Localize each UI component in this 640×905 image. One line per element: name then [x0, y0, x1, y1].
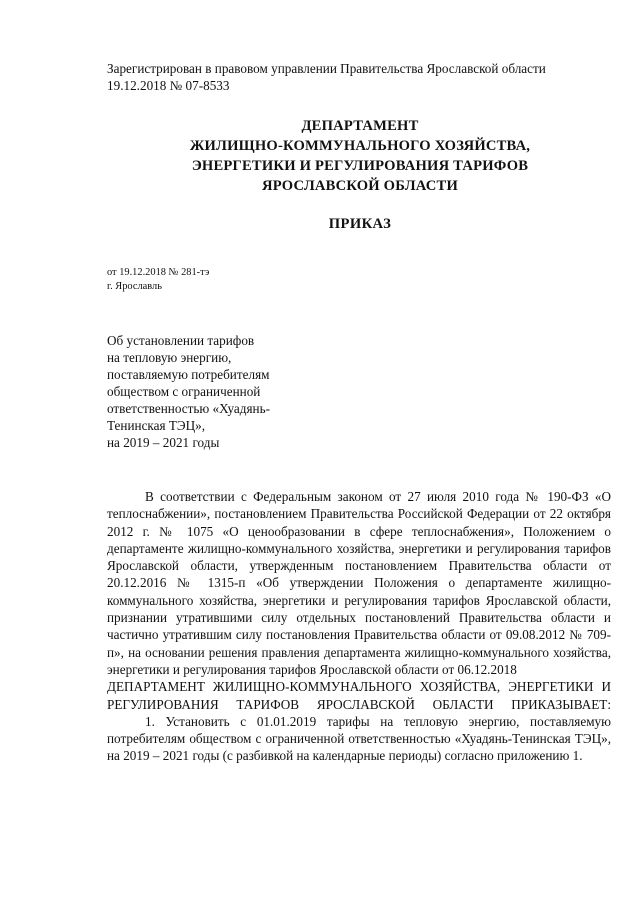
subject-line: Об установлении тарифов — [107, 333, 255, 348]
city: г. Ярославль — [107, 281, 162, 292]
subject-line: на тепловую энергию, — [107, 350, 232, 365]
subject-line: Тенинская ТЭЦ», — [107, 418, 206, 433]
document-meta — [107, 266, 209, 294]
order-clause: ДЕПАРТАМЕНТ ЖИЛИЩНО-КОММУНАЛЬНОГО ХОЗЯЙСТВА, ЭНЕРГЕТИКИ И РЕГУЛИРОВАНИЯ ТАРИФОВ ЯРОСЛАВСКОЙ ОБЛАСТИ ПРИКАЗЫВАЕТ: — [107, 679, 611, 712]
subject-line: поставляемую потребителям — [107, 367, 270, 382]
header-line: ДЕПАРТАМЕНТ — [301, 118, 419, 134]
item-1-paragraph: 1. Установить с 01.01.2019 тарифы на тепловую энергию, поставляемую потребителям обществом с ограниченной ответственностью «Хуадянь-Тенинская ТЭЦ», на 2019 – 2021 годы (с разбивкой на календарные периоды) согласно приложению 1. — [107, 713, 611, 764]
document-type-title: ПРИКАЗ — [328, 216, 392, 232]
registration-note — [107, 60, 627, 94]
department-header — [90, 116, 630, 196]
registration-number: 19.12.2018 № 07-8533 — [107, 78, 230, 93]
document-body — [107, 488, 611, 765]
header-line: ЖИЛИЩНО-КОММУНАЛЬНОГО ХОЗЯЙСТВА, — [189, 138, 531, 154]
subject-heading — [107, 332, 347, 451]
header-line: ЯРОСЛАВСКОЙ ОБЛАСТИ — [261, 178, 459, 194]
subject-line: обществом с ограниченной — [107, 384, 261, 399]
header-line: ЭНЕРГЕТИКИ И РЕГУЛИРОВАНИЯ ТАРИФОВ — [191, 158, 529, 174]
subject-line: ответственностью «Хуадянь- — [107, 401, 271, 416]
date-number: от 19.12.2018 № 281-тэ — [107, 267, 210, 278]
registration-line: Зарегистрирован в правовом управлении Правительства Ярославской области — [107, 61, 546, 76]
preamble-paragraph: В соответствии с Федеральным законом от 27 июля 2010 года № 190-ФЗ «О теплоснабжении», постановлением Правительства Российской Федерации от 22 октября 2012 г. № 1075 «О ценообразовании в сфере теплоснабжения», Положением о департаменте жилищно-коммунального хозяйства, энергетики и регулирования тарифов Ярославской области, утвержденным постановлением Правительства области от 20.12.2016 № 1315-п «Об утверждении Положения о департаменте жилищно-коммунального хозяйства, энергетики и регулирования тарифов Ярославской области, признании утратившими силу отдельных постановлений Правительства области и частично утратившим силу постановления Правительства области от 09.08.2012 № 709-п», на основании решения правления департамента жилищно-коммунального хозяйства, энергетики и регулирования тарифов Ярославской области от 06.12.2018 — [107, 489, 611, 677]
subject-line: на 2019 – 2021 годы — [107, 435, 220, 450]
